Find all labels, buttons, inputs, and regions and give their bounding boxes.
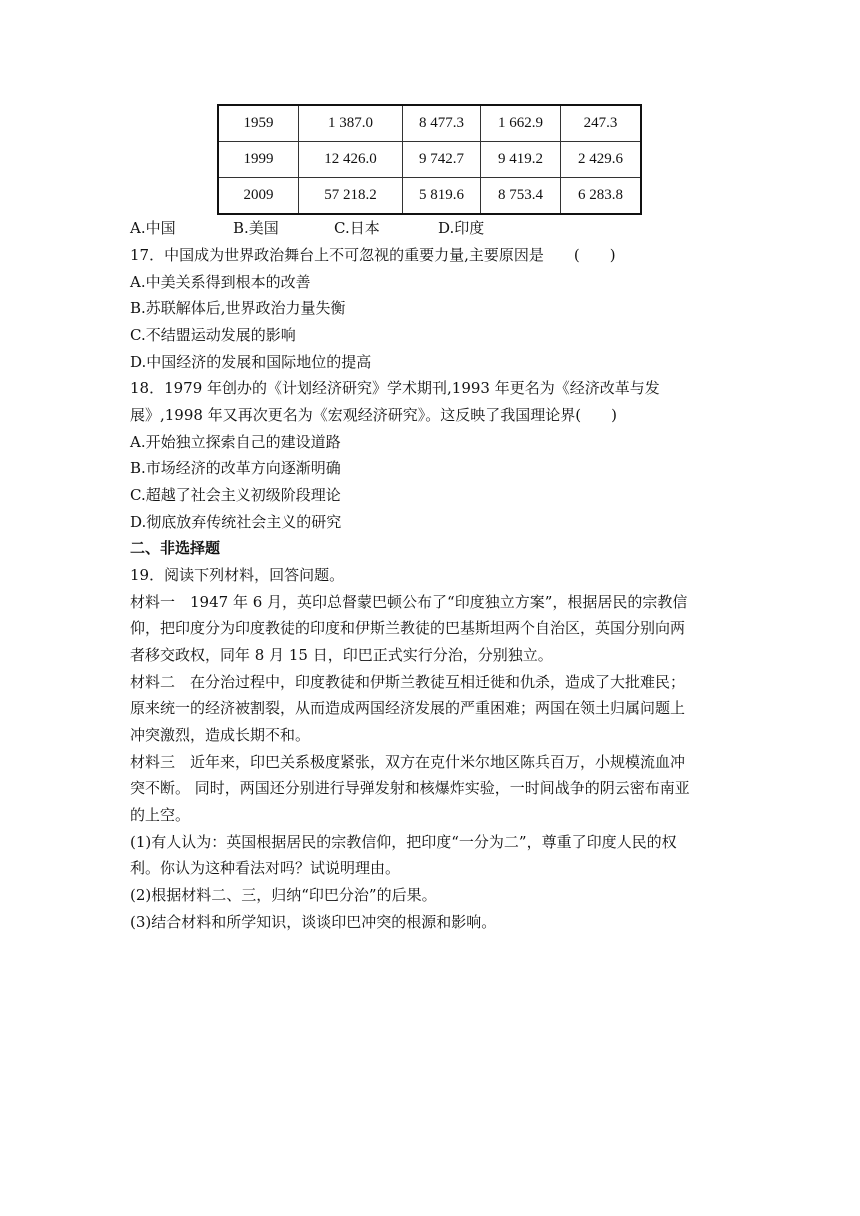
table-row bbox=[218, 142, 641, 178]
table-cell: 12 426.0 bbox=[299, 142, 403, 178]
q16-options bbox=[130, 218, 740, 238]
table-cell: 8 753.4 bbox=[481, 178, 561, 215]
q19-subquestion-1: (1)有人认为：英国根据居民的宗教信仰，把印度“一分为二”，尊重了印度人民的权 bbox=[130, 833, 677, 851]
material1-line: 仰，把印度分为印度教徒的印度和伊斯兰教徒的巴基斯坦两个自治区，英国分别向两 bbox=[130, 619, 686, 637]
q17-stem: 17．中国成为世界政治舞台上不可忽视的重要力量,主要原因是 ( ) bbox=[130, 246, 616, 264]
material1-line: 者移交政权，同年 8 月 15 日，印巴正式实行分治，分别独立。 bbox=[130, 646, 553, 664]
table-cell: 5 819.6 bbox=[403, 178, 481, 215]
table-row bbox=[218, 178, 641, 215]
material3-line: 的上空。 bbox=[130, 806, 191, 824]
q17-option-a: A.中美关系得到根本的改善 bbox=[130, 273, 311, 291]
q17-option-d: D.中国经济的发展和国际地位的提高 bbox=[130, 353, 372, 371]
q19-subquestion-3: (3)结合材料和所学知识，谈谈印巴冲突的根源和影响。 bbox=[130, 913, 497, 931]
table-cell: 57 218.2 bbox=[299, 178, 403, 215]
table-row bbox=[218, 105, 641, 142]
q17-option-b: B.苏联解体后,世界政治力量失衡 bbox=[130, 299, 346, 317]
table-cell: 1 662.9 bbox=[481, 105, 561, 142]
q18-option-c: C.超越了社会主义初级阶段理论 bbox=[130, 486, 341, 504]
q18-option-b: B.市场经济的改革方向逐渐明确 bbox=[130, 459, 341, 477]
table-cell: 6 283.8 bbox=[561, 178, 642, 215]
option-a: A.中国 bbox=[130, 219, 176, 237]
table-cell: 2009 bbox=[218, 178, 299, 215]
option-c: C.日本 bbox=[334, 219, 380, 237]
table-cell: 9 742.7 bbox=[403, 142, 481, 178]
q18-option-a: A.开始独立探索自己的建设道路 bbox=[130, 433, 341, 451]
table-cell: 247.3 bbox=[561, 105, 642, 142]
section-title: 二、非选择题 bbox=[130, 539, 221, 557]
table-cell: 2 429.6 bbox=[561, 142, 642, 178]
material3-line: 突不断。 同时，两国还分别进行导弹发射和核爆炸实验，一时间战争的阴云密布南亚 bbox=[130, 779, 690, 797]
table-cell: 1959 bbox=[218, 105, 299, 142]
material2-line: 材料二 在分治过程中，印度教徒和伊斯兰教徒互相迁徙和仇杀，造成了大批难民； bbox=[130, 673, 686, 691]
q17-option-c: C.不结盟运动发展的影响 bbox=[130, 326, 296, 344]
q18-stem-line1: 18．1979 年创办的《计划经济研究》学术期刊,1993 年更名为《经济改革与发 bbox=[130, 379, 660, 397]
material3-line: 材料三 近年来，印巴关系极度紧张，双方在克什米尔地区陈兵百万，小规模流血冲 bbox=[130, 753, 686, 771]
q19-subquestion-2: (2)根据材料二、三，归纳“印巴分治”的后果。 bbox=[130, 886, 437, 904]
table-cell: 1999 bbox=[218, 142, 299, 178]
material2-line: 冲突激烈，造成长期不和。 bbox=[130, 726, 311, 744]
material1-line: 材料一 1947 年 6 月，英印总督蒙巴顿公布了“印度独立方案”，根据居民的宗教信 bbox=[130, 593, 688, 611]
q19-stem: 19．阅读下列材料，回答问题。 bbox=[130, 566, 345, 584]
option-d: D.印度 bbox=[438, 219, 485, 237]
data-table bbox=[217, 104, 642, 215]
table-cell: 8 477.3 bbox=[403, 105, 481, 142]
q19-subquestion-1-cont: 利。你认为这种看法对吗？试说明理由。 bbox=[130, 859, 401, 877]
q18-option-d: D.彻底放弃传统社会主义的研究 bbox=[130, 513, 342, 531]
table-cell: 1 387.0 bbox=[299, 105, 403, 142]
option-b: B.美国 bbox=[233, 219, 279, 237]
material2-line: 原来统一的经济被割裂，从而造成两国经济发展的严重困难；两国在领土归属问题上 bbox=[130, 699, 686, 717]
table-cell: 9 419.2 bbox=[481, 142, 561, 178]
q18-stem-line2: 展》,1998 年又再次更名为《宏观经济研究》。这反映了我国理论界( ) bbox=[130, 406, 617, 424]
